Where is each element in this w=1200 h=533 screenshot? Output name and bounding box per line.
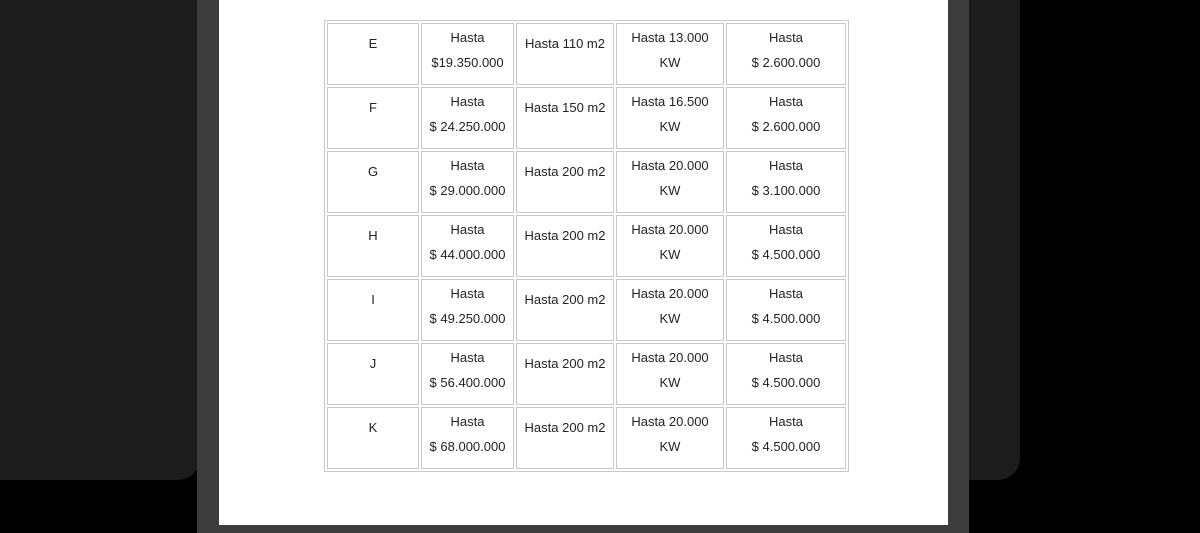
area-value: Hasta 150 m2 [524, 100, 606, 115]
area-cell [516, 215, 614, 277]
fee-value: $ 2.600.000 [751, 55, 821, 70]
fee-prefix: Hasta [769, 94, 803, 109]
fee-value: $ 3.100.000 [751, 183, 821, 198]
fee-value: $ 4.500.000 [751, 311, 821, 326]
price-prefix: Hasta [450, 350, 485, 365]
table-row [327, 215, 846, 277]
power-unit: KW [659, 439, 681, 454]
price-cell [421, 87, 514, 149]
fee-prefix: Hasta [769, 30, 803, 45]
area-value: Hasta 200 m2 [524, 420, 606, 435]
price-value: $ 56.400.000 [429, 375, 506, 390]
price-cell [421, 23, 514, 85]
category-label: H [368, 228, 378, 243]
power-unit: KW [659, 183, 681, 198]
price-value: $ 68.000.000 [429, 439, 506, 454]
category-cell [327, 343, 419, 405]
table-row [327, 279, 846, 341]
area-cell [516, 23, 614, 85]
power-value: Hasta 20.000 [631, 158, 709, 173]
area-cell [516, 407, 614, 469]
power-cell [616, 279, 724, 341]
price-prefix: Hasta [450, 158, 485, 173]
power-unit: KW [659, 119, 681, 134]
price-prefix: Hasta [450, 94, 485, 109]
price-value: $ 44.000.000 [429, 247, 506, 262]
category-label: E [368, 36, 378, 51]
power-unit: KW [659, 55, 681, 70]
table-body [327, 23, 846, 469]
fee-prefix: Hasta [769, 222, 803, 237]
power-unit: KW [659, 375, 681, 390]
price-cell [421, 343, 514, 405]
price-cell [421, 215, 514, 277]
area-value: Hasta 200 m2 [524, 228, 606, 243]
table-row [327, 407, 846, 469]
price-cell [421, 279, 514, 341]
area-value: Hasta 200 m2 [524, 356, 606, 371]
price-value: $ 24.250.000 [429, 119, 506, 134]
category-cell [327, 407, 419, 469]
area-cell [516, 279, 614, 341]
fee-cell [726, 215, 846, 277]
price-value: $ 29.000.000 [429, 183, 506, 198]
fee-prefix: Hasta [769, 350, 803, 365]
category-cell [327, 279, 419, 341]
fee-value: $ 4.500.000 [751, 439, 821, 454]
fee-prefix: Hasta [769, 286, 803, 301]
table-row [327, 343, 846, 405]
area-cell [516, 151, 614, 213]
power-value: Hasta 20.000 [631, 414, 709, 429]
category-label: K [368, 420, 378, 435]
right-side-panel [968, 0, 1020, 480]
power-cell [616, 151, 724, 213]
category-cell [327, 215, 419, 277]
power-cell [616, 23, 724, 85]
power-unit: KW [659, 247, 681, 262]
fee-value: $ 2.600.000 [751, 119, 821, 134]
fee-value: $ 4.500.000 [751, 375, 821, 390]
fee-prefix: Hasta [769, 414, 803, 429]
area-cell [516, 343, 614, 405]
area-cell [516, 87, 614, 149]
category-label: J [369, 356, 377, 371]
power-cell [616, 407, 724, 469]
table-row [327, 87, 846, 149]
price-prefix: Hasta [450, 286, 485, 301]
fee-cell [726, 279, 846, 341]
fee-cell [726, 23, 846, 85]
category-label: G [367, 164, 379, 179]
price-cell [421, 151, 514, 213]
fee-cell [726, 407, 846, 469]
price-prefix: Hasta [450, 30, 485, 45]
category-price-table [324, 20, 849, 472]
power-cell [616, 343, 724, 405]
fee-cell [726, 151, 846, 213]
fee-cell [726, 87, 846, 149]
area-value: Hasta 110 m2 [525, 36, 605, 51]
left-side-panel [0, 0, 200, 480]
price-value: $19.350.000 [431, 55, 504, 70]
power-cell [616, 87, 724, 149]
power-unit: KW [659, 311, 681, 326]
category-label: I [371, 292, 375, 307]
power-cell [616, 215, 724, 277]
table-row [327, 23, 846, 85]
price-prefix: Hasta [450, 222, 485, 237]
fee-value: $ 4.500.000 [751, 247, 821, 262]
power-value: Hasta 16.500 [631, 94, 709, 109]
power-value: Hasta 20.000 [631, 350, 709, 365]
power-value: Hasta 20.000 [631, 286, 709, 301]
table-row [327, 151, 846, 213]
category-cell [327, 23, 419, 85]
power-value: Hasta 20.000 [631, 222, 709, 237]
category-label: F [369, 100, 377, 115]
area-value: Hasta 200 m2 [524, 164, 606, 179]
price-value: $ 49.250.000 [429, 311, 506, 326]
price-prefix: Hasta [450, 414, 485, 429]
category-cell [327, 151, 419, 213]
fee-cell [726, 343, 846, 405]
power-value: Hasta 13.000 [631, 30, 709, 45]
category-cell [327, 87, 419, 149]
price-cell [421, 407, 514, 469]
area-value: Hasta 200 m2 [524, 292, 606, 307]
fee-prefix: Hasta [769, 158, 803, 173]
